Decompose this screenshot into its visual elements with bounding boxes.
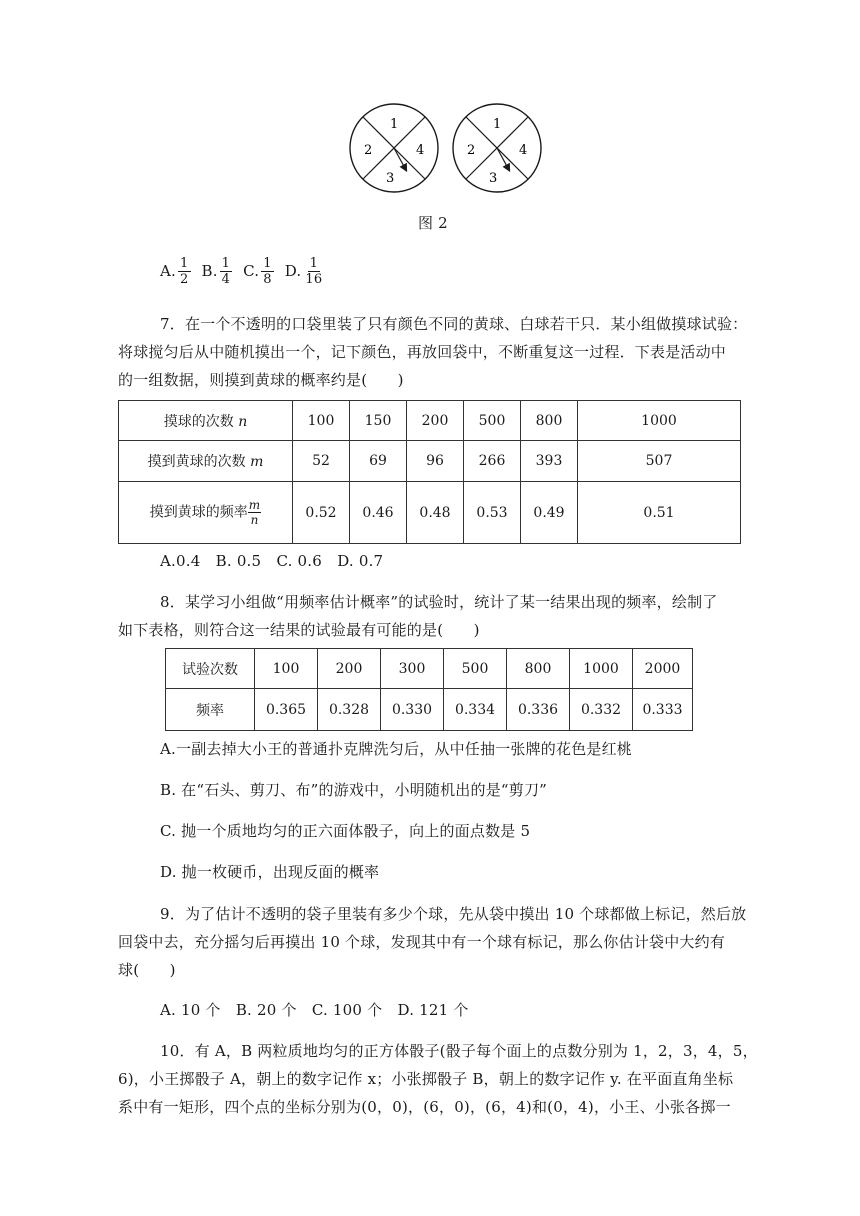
spinner-right-label-1: 1 [493, 117, 502, 132]
table-cell: 0.365 [255, 689, 318, 731]
table-cell: 1000 [578, 401, 741, 441]
table-cell: 1000 [570, 649, 633, 689]
table-cell: 2000 [633, 649, 693, 689]
table-cell: 200 [407, 401, 464, 441]
table-cell: 69 [350, 441, 407, 482]
q6-option-d: D. $\frac{1}{16}$ [284, 256, 323, 287]
table-cell: 200 [318, 649, 381, 689]
table-cell: 100 [293, 401, 350, 441]
table-cell: 800 [521, 401, 578, 441]
table-cell: 393 [521, 441, 578, 482]
table-cell: 266 [464, 441, 521, 482]
q7-row-yellow-freq-label: 摸到黄球的频率 $\frac{m}{n}$ [119, 482, 293, 544]
table-cell: 0.328 [318, 689, 381, 731]
q8-row-trials [166, 649, 693, 689]
table-cell: 500 [444, 649, 507, 689]
q8-option-d: D. 抛一枚硬币，出现反面的概率 [160, 863, 380, 881]
q7-row-yellow-count-label: 摸到黄球的次数 m [119, 441, 293, 482]
q6-option-b: B. $\frac{1}{4}$ [201, 256, 231, 287]
q7-table [118, 400, 741, 544]
q7-row-yellow-count [119, 441, 741, 482]
q10-line-2: 6)，小王掷骰子 A，朝上的数字记作 x；小张掷骰子 B，朝上的数字记作 y. 在平面直角坐标 [118, 1070, 734, 1088]
q8-row-freq [166, 689, 693, 731]
q9-options: A. 10 个 B. 20 个 C. 100 个 D. 121 个 [160, 1001, 469, 1019]
spinner-right-label-4: 4 [519, 143, 528, 158]
spinner-left-label-3: 3 [386, 171, 395, 186]
table-cell: 800 [507, 649, 570, 689]
table-cell: 0.333 [633, 689, 693, 731]
q10-line-1: 10．有 A，B 两粒质地均匀的正方体骰子(骰子每个面上的点数分别为 1，2，3，4，5， [160, 1042, 758, 1060]
spinner-left-label-2: 2 [364, 143, 373, 158]
table-cell: 0.52 [293, 482, 350, 544]
table-cell: 0.46 [350, 482, 407, 544]
spinner-left-label-4: 4 [416, 143, 425, 158]
q8-option-a: A.一副去掉大小王的普通扑克牌洗匀后，从中任抽一张牌的花色是红桃 [160, 740, 633, 758]
q8-line-1: 8．某学习小组做“用频率估计概率”的试验时，统计了某一结果出现的频率，绘制了 [160, 593, 718, 611]
table-cell: 507 [578, 441, 741, 482]
q8-table [165, 648, 693, 731]
q9-line-2: 回袋中去，充分摇匀后再摸出 10 个球，发现其中有一个球有标记，那么你估计袋中大约有 [118, 933, 726, 951]
table-cell: 0.332 [570, 689, 633, 731]
q6-options [160, 256, 326, 287]
q7-row-yellow-freq [119, 482, 741, 544]
table-cell: 0.334 [444, 689, 507, 731]
table-cell: 52 [293, 441, 350, 482]
q7-line-2: 将球搅匀后从中随机摸出一个，记下颜色，再放回袋中，不断重复这一过程．下表是活动中 [118, 343, 727, 361]
table-cell: 0.53 [464, 482, 521, 544]
q7-options: A.0.4 B. 0.5 C. 0.6 D. 0.7 [160, 552, 384, 570]
table-cell: 150 [350, 401, 407, 441]
table-cell: 试验次数 [166, 649, 255, 689]
q8-option-b: B. 在“石头、剪刀、布”的游戏中，小明随机出的是“剪刀” [160, 781, 548, 799]
spinner-figure [340, 100, 555, 200]
q9-line-1: 9．为了估计不透明的袋子里装有多少个球，先从袋中摸出 10 个球都做上标记，然后放 [160, 905, 747, 923]
q8-option-c: C. 抛一个质地均匀的正六面体骰子，向上的面点数是 5 [160, 822, 531, 840]
spinner-right [453, 104, 541, 192]
table-cell: 300 [381, 649, 444, 689]
q7-line-3: 的一组数据，则摸到黄球的概率约是( ) [118, 371, 404, 389]
table-cell: 0.336 [507, 689, 570, 731]
q7-row-trials-label: 摸球的次数 n [119, 401, 293, 441]
q7-row-trials [119, 401, 741, 441]
table-cell: 0.51 [578, 482, 741, 544]
q7-line-1: 7．在一个不透明的口袋里装了只有颜色不同的黄球、白球若干只．某小组做摸球试验： [160, 315, 748, 333]
table-cell: 0.330 [381, 689, 444, 731]
table-cell: 0.48 [407, 482, 464, 544]
table-cell: 0.49 [521, 482, 578, 544]
q6-option-a: A. $\frac{1}{2}$ [160, 256, 189, 287]
spinner-right-label-2: 2 [467, 143, 476, 158]
q10-line-3: 系中有一矩形，四个点的坐标分别为(0，0)，(6，0)，(6，4)和(0，4)，小王、小张各掷一 [118, 1098, 731, 1116]
table-cell: 频率 [166, 689, 255, 731]
spinner-left [350, 104, 438, 192]
figure-caption: 图 2 [418, 214, 448, 232]
q9-line-3: 球( ) [118, 961, 176, 979]
q8-line-2: 如下表格，则符合这一结果的试验最有可能的是( ) [118, 621, 480, 639]
spinner-right-label-3: 3 [489, 171, 498, 186]
q6-option-c: C. $\frac{1}{8}$ [243, 256, 272, 287]
table-cell: 96 [407, 441, 464, 482]
spinner-left-label-1: 1 [390, 117, 399, 132]
table-cell: 100 [255, 649, 318, 689]
table-cell: 500 [464, 401, 521, 441]
